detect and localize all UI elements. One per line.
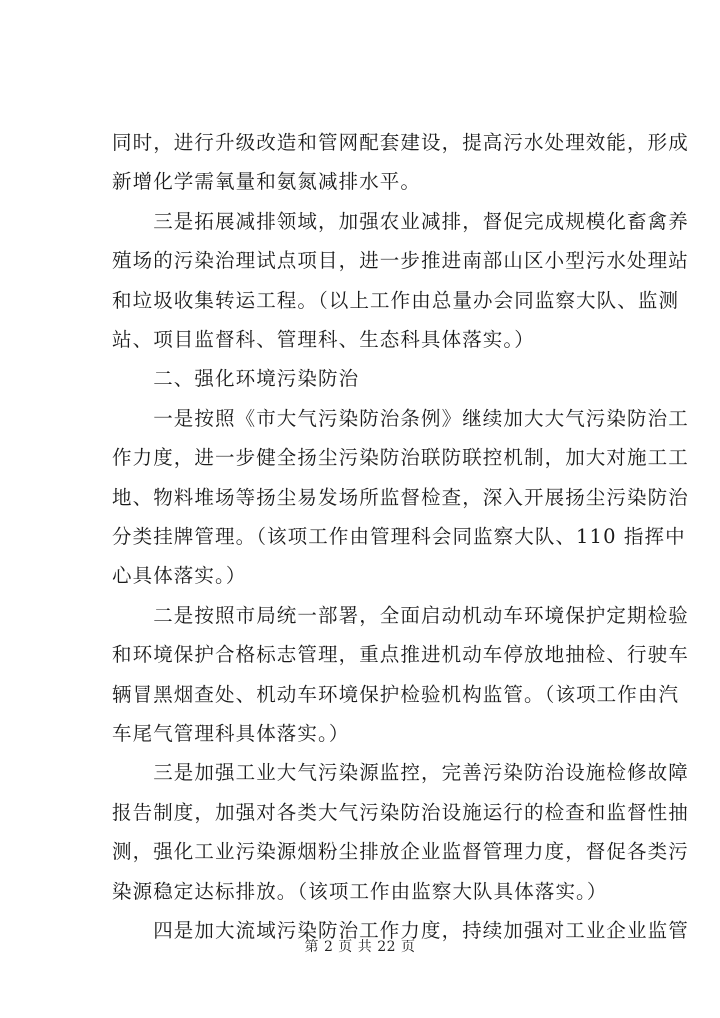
- text-line: 辆冒黑烟查处、机动车环境保护检验机构监管。（该项工作由汽: [112, 683, 680, 706]
- text-line: 殖场的污染治理试点项目，进一步推进南部山区小型污水处理站: [112, 249, 689, 272]
- text-line: 站、项目监督科、管理科、生态科具体落实。）: [112, 328, 535, 351]
- text-line: 和环境保护合格标志管理，重点推进机动车停放地抽检、行驶车: [112, 643, 689, 666]
- text-line: 三是加强工业大气污染源监控，完善污染防治设施检修故障: [112, 761, 689, 784]
- text-line: 四是加大流域污染防治工作力度，持续加强对工业企业监管: [112, 919, 689, 942]
- section-heading: 二、强化环境污染防治: [112, 367, 360, 390]
- text-line: 作力度，进一步健全扬尘污染防治联防联控机制，加大对施工工: [112, 446, 689, 469]
- text-line: 同时，进行升级改造和管网配套建设，提高污水处理效能，形成: [112, 131, 689, 154]
- text-line: 报告制度，加强对各类大气污染防治设施运行的检查和监督性抽: [112, 801, 689, 824]
- text-line: 一是按照《市大气污染防治条例》继续加大大气污染防治工: [112, 407, 689, 430]
- text-line: 地、物料堆场等扬尘易发场所监督检查，深入开展扬尘污染防治: [112, 486, 689, 509]
- text-line: 车尾气管理科具体落实。）: [112, 722, 350, 745]
- text-line: 和垃圾收集转运工程。（以上工作由总量办会同监察大队、监测: [112, 289, 680, 312]
- text-line: 测，强化工业污染源烟粉尘排放企业监督管理力度，督促各类污: [112, 840, 689, 863]
- text-line: 二是按照市局统一部署，全面启动机动车环境保护定期检验: [112, 604, 689, 627]
- text-line: 分类挂牌管理。（该项工作由管理科会同监察大队、110 指挥中: [112, 525, 686, 548]
- text-line: 三是拓展减排领域，加强农业减排，督促完成规模化畜禽养: [112, 210, 689, 233]
- page-number-footer: 第 2 页 共 22 页: [304, 939, 416, 955]
- text-line: 新增化学需氧量和氨氮减排水平。: [112, 170, 422, 193]
- text-line: 心具体落实。）: [112, 564, 247, 587]
- text-line: 染源稳定达标排放。（该项工作由监察大队具体落实。）: [112, 880, 608, 903]
